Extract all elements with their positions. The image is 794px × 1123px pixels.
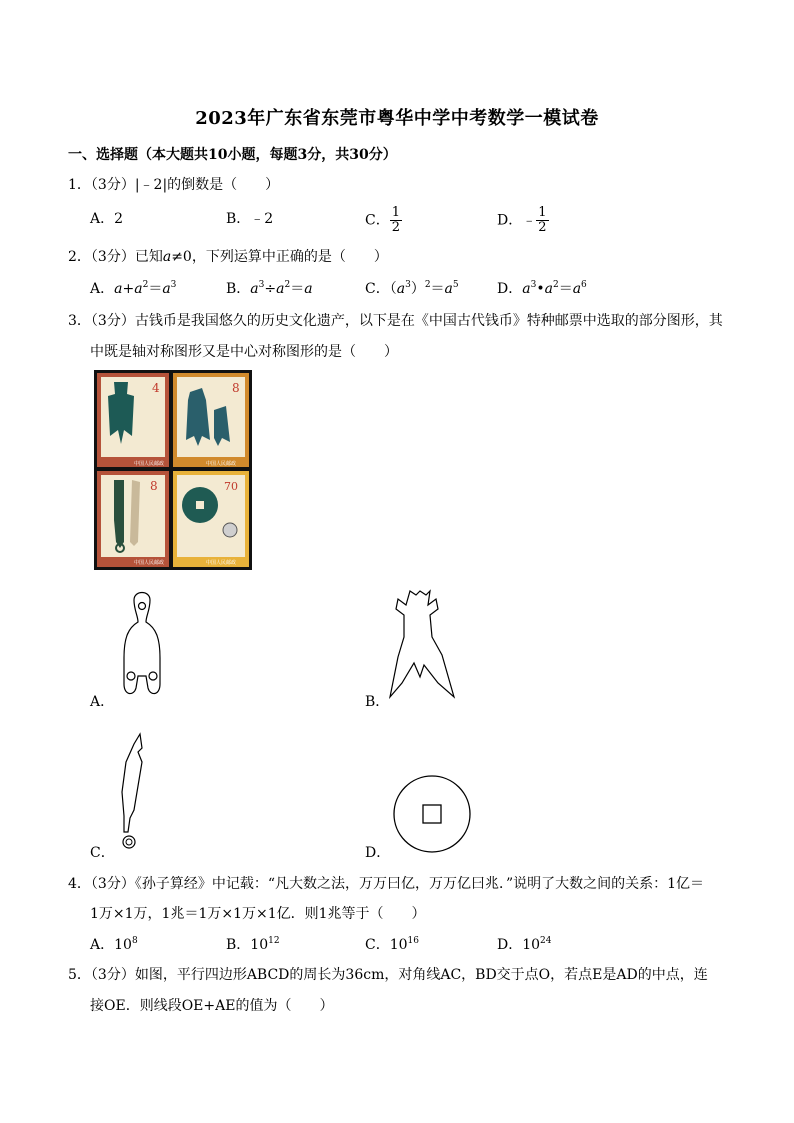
q1-option-c bbox=[365, 206, 402, 235]
question-3-line2: 中既是轴对称图形又是中心对称图形的是（ ） bbox=[90, 344, 398, 360]
page-title: 2023年广东省东莞市粤华中学中考数学一模试卷 bbox=[195, 108, 599, 129]
q2-option-c: C．$(a^3)^2=a^5$ bbox=[365, 280, 459, 297]
q4-option-b: B．$10^{12}$ bbox=[226, 936, 280, 953]
section-heading: 一、选择题（本大题共10小题，每题3分，共30分） bbox=[68, 147, 397, 163]
stamp-4-footer: 中国人民邮政 bbox=[206, 560, 237, 566]
question-2-stem: 2．（3分）已知a≠0，下列运算中正确的是（ ） bbox=[68, 249, 388, 265]
stamp-2-value: 8 bbox=[232, 381, 240, 395]
stamp-3-value: 8 bbox=[150, 479, 158, 493]
q2-option-d: D．$a^3•a^2=a^6$ bbox=[497, 280, 587, 297]
question-5-line2: 接OE．则线段OE+AE的值为（ ） bbox=[90, 998, 334, 1014]
figure-a-spade-coin bbox=[112, 588, 172, 704]
figure-b-spade-coin bbox=[380, 585, 460, 705]
stamp-4-value: 70 bbox=[224, 480, 238, 493]
q3-option-c-label: C． bbox=[90, 845, 115, 861]
stamps-svg bbox=[94, 370, 252, 570]
figure-d-round-coin bbox=[392, 774, 472, 854]
q4-option-c: C．$10^{16}$ bbox=[365, 936, 419, 953]
question-5-line1: 5．（3分）如图，平行四边形ABCD的周长为36cm，对角线AC，BD交于点O，若点E是AD的中点，连 bbox=[68, 967, 708, 983]
spade-outline bbox=[390, 591, 454, 697]
square-hole bbox=[423, 805, 441, 823]
small-coin-icon bbox=[223, 523, 237, 537]
question-4-line2: 1万×1万，1兆＝1万×1万×1亿．则1兆等于（ ） bbox=[90, 906, 426, 922]
q1-option-d bbox=[497, 206, 549, 235]
q1-option-a: A．2 bbox=[90, 211, 124, 227]
question-3-line1: 3．（3分）古钱币是我国悠久的历史文化遗产，以下是在《中国古代钱币》特种邮票中选取的部分图形，其 bbox=[68, 313, 723, 329]
q3-option-a-label: A． bbox=[90, 694, 115, 710]
q4-option-d: D．$10^{24}$ bbox=[497, 936, 552, 953]
knife-outline bbox=[122, 734, 142, 832]
stamp-2-footer: 中国人民邮政 bbox=[206, 461, 237, 467]
stamp-1-footer: 中国人民邮政 bbox=[134, 461, 165, 467]
knife-ring bbox=[123, 836, 135, 848]
q2-option-b: B．$a^3\div a^2=a$ bbox=[226, 280, 313, 297]
q2-option-a: A．$a+a^2=a^3$ bbox=[90, 280, 177, 297]
spade-outline bbox=[124, 593, 160, 694]
stamp-3-footer: 中国人民邮政 bbox=[134, 560, 165, 566]
fraction: $\frac{1}{2}$ bbox=[391, 205, 400, 235]
question-1-stem: 1．（3分）|﹣2|的倒数是（ ） bbox=[68, 177, 280, 193]
q3-option-d-label: D． bbox=[365, 845, 391, 861]
figure-c-knife-coin bbox=[112, 732, 152, 856]
square-hole-icon bbox=[196, 501, 204, 509]
coin-stamps-image bbox=[94, 370, 252, 570]
left-hole bbox=[127, 672, 135, 680]
top-hole bbox=[139, 603, 146, 610]
fraction: $\frac{1}{2}$ bbox=[538, 205, 547, 235]
q4-option-a: A．$10^8$ bbox=[90, 936, 138, 953]
right-hole bbox=[149, 672, 157, 680]
knife-ring-hole bbox=[126, 839, 132, 845]
q1-option-b: B．﹣2 bbox=[226, 211, 274, 227]
q1-option-d-label: D．﹣ bbox=[497, 212, 537, 229]
q3-option-b-label: B． bbox=[365, 694, 390, 710]
stamp-1-value: 4 bbox=[152, 381, 160, 395]
q1-option-c-label: C． bbox=[365, 212, 390, 229]
coin-outline bbox=[394, 776, 470, 852]
question-4-line1: 4．（3分）《孙子算经》中记载：“凡大数之法，万万曰亿，万万亿曰兆．”说明了大数之间的关系：1亿＝ bbox=[68, 876, 705, 892]
